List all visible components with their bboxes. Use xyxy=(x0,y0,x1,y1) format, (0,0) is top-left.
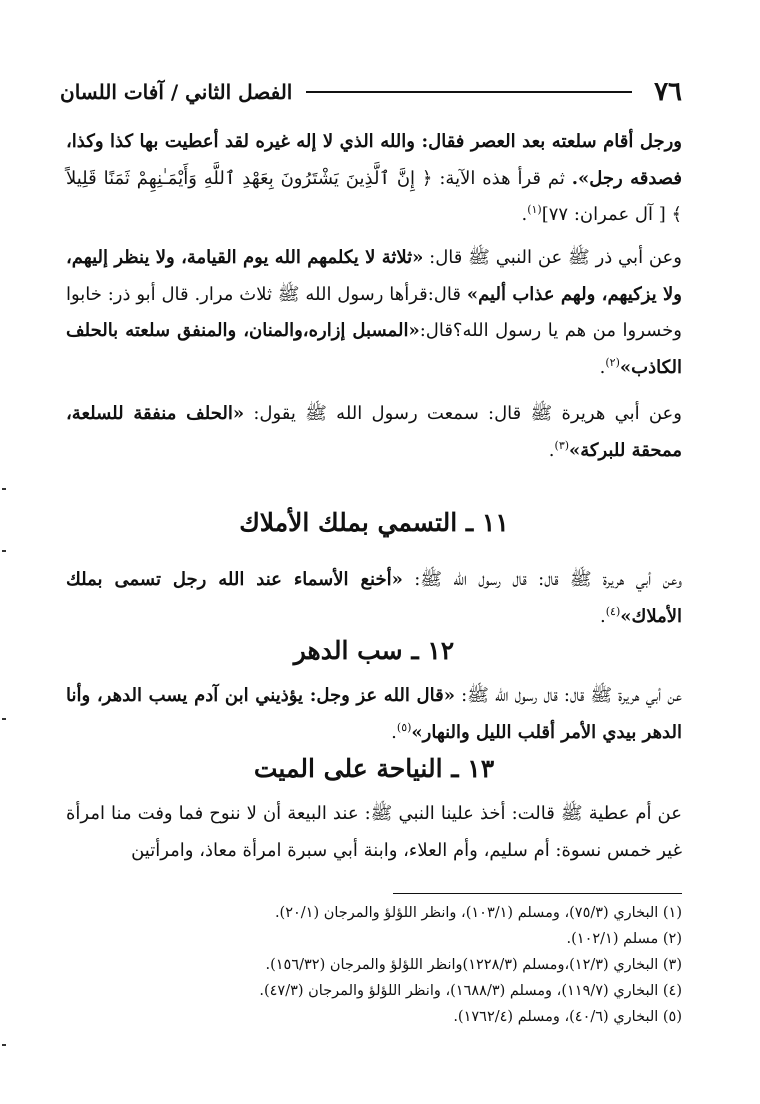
running-header xyxy=(60,72,682,112)
plain-text: وعن أبي هريرة ﷺ قال: قال رسول الله ﷺ: xyxy=(402,569,682,590)
footnote-marker[interactable]: (٤) xyxy=(605,604,621,618)
plain-text: عن أبي هريرة ﷺ قال: قال رسول الله ﷺ: xyxy=(454,685,682,706)
footnote-5: (٥) البخاري (٤٠/٦)، ومسلم (١٧٦٢/٤). xyxy=(453,1009,682,1025)
period: . xyxy=(521,204,528,225)
period: . xyxy=(391,721,397,743)
footnote-2: (٢) مسلم (١٠٢/١). xyxy=(566,931,682,947)
section-heading-13: ١٣ ـ النياحة على الميت xyxy=(253,754,495,783)
quran-verse: ﴿ إِنَّ ٱلَّذِينَ يَشْتَرُونَ بِعَهْدِ ٱللَّهِ وَأَيْمَـٰنِهِمْ ثَمَنًا قَلِيلاً ﴾ xyxy=(66,167,682,225)
footnote-1: (١) البخاري (٧٥/٣)، ومسلم (١٠٣/١)، وانظر اللؤلؤ والمرجان (٢٠/١). xyxy=(274,905,682,921)
hadith-text: «أخنع الأسماء عند الله رجل تسمى بملك الأملاك» xyxy=(66,569,682,627)
paragraph-3 xyxy=(66,396,682,469)
page-number: ٧٦ xyxy=(654,77,682,107)
footnote-marker[interactable]: (١) xyxy=(527,203,542,216)
paragraph-2 xyxy=(66,240,682,386)
scan-edge-mark xyxy=(2,550,6,552)
scan-edge-mark xyxy=(2,488,6,490)
footnotes xyxy=(150,900,682,1030)
chapter-title: الفصل الثاني / آفات اللسان xyxy=(60,80,293,104)
footnote-marker[interactable]: (٢) xyxy=(605,355,620,369)
footnote-3: (٣) البخاري (١٢/٣)،ومسلم (١٢٢٨/٣)وانظر اللؤلؤ والمرجان (١٥٦/٣٢). xyxy=(265,957,682,973)
header-rule xyxy=(306,91,632,93)
plain-text: وعن أبي هريرة ﷺ قال: سمعت رسول الله ﷺ يقول: xyxy=(244,403,682,424)
footnote-divider xyxy=(393,893,682,894)
plain-text: وعن أبي ذر ﷺ عن النبي ﷺ قال: xyxy=(423,247,682,268)
scan-edge-mark xyxy=(2,1044,6,1046)
footnote-marker[interactable]: (٥) xyxy=(396,720,412,734)
paragraph-section-12 xyxy=(66,678,682,751)
period: . xyxy=(548,439,555,461)
plain-text: عن أم عطية ﷺ قالت: أخذ علينا النبي ﷺ: عند البيعة أن لا ننوح فما وفت منا امرأة غير خمس نسوة: أم سليم، وأم العلاء، وابنة أبي سبرة امرأة معاذ، وامرأتين xyxy=(66,803,682,861)
plain-text: ثم قرأ هذه الآية: xyxy=(432,167,572,189)
section-heading-11: ١١ ـ التسمي بملك الأملاك xyxy=(239,508,509,537)
scan-edge-mark xyxy=(2,718,6,720)
period: . xyxy=(600,605,606,627)
paragraph-1 xyxy=(66,124,682,234)
paragraph-section-13 xyxy=(66,796,682,869)
verse-reference: [ آل عمران: ٧٧] xyxy=(541,204,672,225)
hadith-text: «الحلف منفقة للسلعة، ممحقة للبركة» xyxy=(66,403,682,461)
plain-text: قال:قرأها رسول الله ﷺ ثلاث مرار. قال أبو ذر: خابوا وخسروا من هم يا رسول الله؟قال: xyxy=(66,283,682,341)
paragraph-section-11 xyxy=(66,562,682,635)
hadith-text: «المسبل إزاره،والمنان، والمنفق سلعته بالحلف الكاذب» xyxy=(66,320,682,378)
period: . xyxy=(599,356,606,378)
footnote-4: (٤) البخاري (١١٩/٧)، ومسلم (١٦٨٨/٣)، وانظر اللؤلؤ والمرجان (٤٧/٣). xyxy=(259,983,682,999)
hadith-text: «قال الله عز وجل: يؤذيني ابن آدم يسب الدهر، وأنا الدهر بيدي الأمر أقلب الليل والنهار» xyxy=(66,685,682,743)
hadith-text: ورجل أقام سلعته بعد العصر فقال: والله الذي لا إله غيره لقد أعطيت بها كذا وكذا، فصدقه رجل». xyxy=(66,131,683,189)
footnote-marker[interactable]: (٣) xyxy=(554,438,570,452)
hadith-text: «ثلاثة لا يكلمهم الله يوم القيامة، ولا ينظر إليهم، ولا يزكيهم، ولهم عذاب أليم» xyxy=(66,247,682,305)
section-heading-12: ١٢ ـ سب الدهر xyxy=(293,636,455,665)
